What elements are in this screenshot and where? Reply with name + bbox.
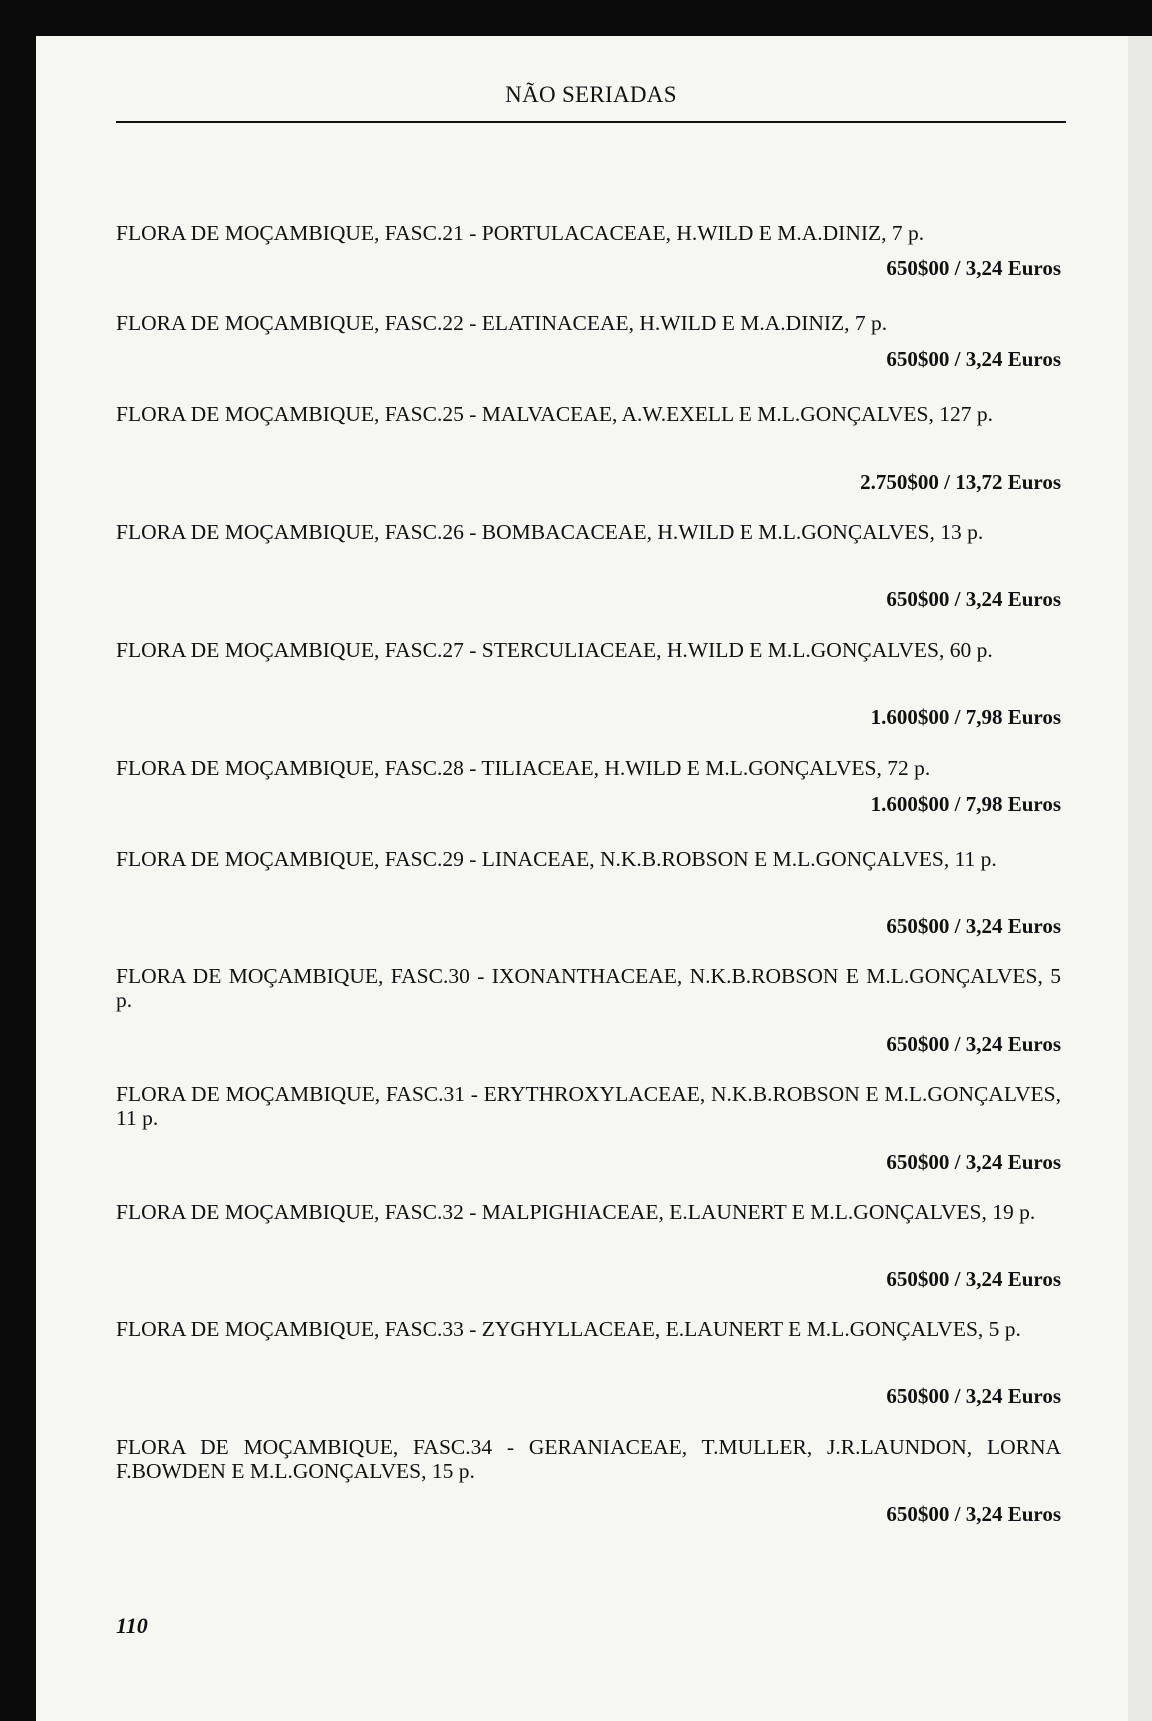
entry-title: FLORA DE MOÇAMBIQUE, FASC.27 - STERCULIACEAE, H.WILD E M.L.GONÇALVES, 60 p. <box>116 638 993 662</box>
catalog-entry <box>116 847 1061 938</box>
entry-price: 650$00 / 3,24 Euros <box>886 1502 1061 1526</box>
entry-price: 650$00 / 3,24 Euros <box>886 1032 1061 1056</box>
entry-price: 1.600$00 / 7,98 Euros <box>870 792 1061 816</box>
entry-price: 650$00 / 3,24 Euros <box>886 1267 1061 1291</box>
catalog-entry <box>116 638 1061 729</box>
entry-title: FLORA DE MOÇAMBIQUE, FASC.32 - MALPIGHIACEAE, E.LAUNERT E M.L.GONÇALVES, 19 p. <box>116 1200 1036 1224</box>
entry-price: 650$00 / 3,24 Euros <box>886 347 1061 371</box>
entry-title: FLORA DE MOÇAMBIQUE, FASC.28 - TILIACEAE, H.WILD E M.L.GONÇALVES, 72 p. <box>116 756 931 780</box>
catalog-entry <box>116 520 1061 611</box>
catalog-entry <box>116 311 1061 371</box>
catalog-entry <box>116 1317 1061 1408</box>
catalog-entry <box>116 1200 1061 1291</box>
entry-title: FLORA DE MOÇAMBIQUE, FASC.22 - ELATINACEAE, H.WILD E M.A.DINIZ, 7 p. <box>116 311 888 335</box>
entry-title: FLORA DE MOÇAMBIQUE, FASC.33 - ZYGHYLLACEAE, E.LAUNERT E M.L.GONÇALVES, 5 p. <box>116 1317 1021 1341</box>
entry-price: 650$00 / 3,24 Euros <box>886 1150 1061 1174</box>
page-title: NÃO SERIADAS <box>505 82 677 107</box>
entry-price: 2.750$00 / 13,72 Euros <box>860 470 1061 494</box>
catalog-entry <box>116 1435 1061 1526</box>
entry-title: FLORA DE MOÇAMBIQUE, FASC.30 - IXONANTHACEAE, N.K.B.ROBSON E M.L.GONÇALVES, 5 p. <box>116 964 1061 1012</box>
entry-title: FLORA DE MOÇAMBIQUE, FASC.31 - ERYTHROXYLACEAE, N.K.B.ROBSON E M.L.GONÇALVES, 11 p. <box>116 1082 1061 1130</box>
catalog-entry <box>116 964 1061 1056</box>
catalog-entry <box>116 1082 1061 1174</box>
entry-price: 1.600$00 / 7,98 Euros <box>870 705 1061 729</box>
entry-price: 650$00 / 3,24 Euros <box>886 914 1061 938</box>
entry-title: FLORA DE MOÇAMBIQUE, FASC.26 - BOMBACACEAE, H.WILD E M.L.GONÇALVES, 13 p. <box>116 520 984 544</box>
entry-price: 650$00 / 3,24 Euros <box>886 587 1061 611</box>
entry-title: FLORA DE MOÇAMBIQUE, FASC.25 - MALVACEAE, A.W.EXELL E M.L.GONÇALVES, 127 p. <box>116 402 993 426</box>
catalog-entry <box>116 402 1061 494</box>
catalog-entry <box>116 756 1061 816</box>
entry-title: FLORA DE MOÇAMBIQUE, FASC.29 - LINACEAE, N.K.B.ROBSON E M.L.GONÇALVES, 11 p. <box>116 847 997 871</box>
catalog-entry <box>116 221 1061 280</box>
entry-title: FLORA DE MOÇAMBIQUE, FASC.21 - PORTULACACEAE, H.WILD E M.A.DINIZ, 7 p. <box>116 221 925 245</box>
entry-price: 650$00 / 3,24 Euros <box>886 256 1061 280</box>
entry-title: FLORA DE MOÇAMBIQUE, FASC.34 - GERANIACEAE, T.MULLER, J.R.LAUNDON, LORNA F.BOWDEN E M.L.GONÇALVES, 15 p. <box>116 1435 1061 1483</box>
entry-price: 650$00 / 3,24 Euros <box>886 1384 1061 1408</box>
page-number: 110 <box>116 1613 148 1638</box>
